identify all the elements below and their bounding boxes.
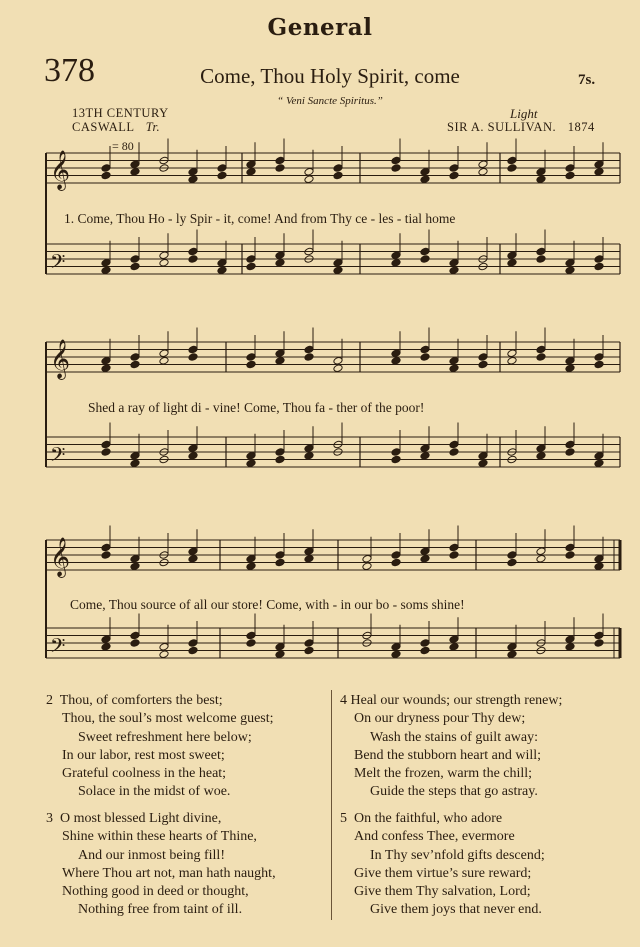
notehead — [449, 642, 459, 651]
notehead — [507, 356, 517, 365]
notehead — [159, 258, 169, 267]
notehead — [333, 364, 343, 373]
notehead — [188, 646, 198, 655]
notehead — [304, 451, 314, 460]
verse-line: 5 On the faithful, who adore — [340, 811, 503, 826]
verse-line: Shine within these hearts of Thine, — [62, 829, 257, 845]
notehead — [391, 455, 401, 464]
verse-number: 4 — [340, 693, 347, 708]
notehead — [391, 356, 401, 365]
column-divider — [331, 690, 332, 920]
notehead — [246, 562, 256, 571]
notehead — [188, 175, 198, 184]
notehead — [188, 353, 198, 362]
notehead — [449, 364, 459, 373]
notehead — [594, 639, 604, 648]
notehead — [536, 255, 546, 264]
notehead — [594, 262, 604, 271]
bass-clef-icon: 𝄢 — [50, 634, 66, 662]
notehead — [246, 360, 256, 369]
treble-clef-icon: 𝄞 — [50, 339, 71, 379]
notehead — [507, 650, 517, 659]
notehead — [536, 175, 546, 184]
notehead — [188, 255, 198, 264]
notehead — [217, 171, 227, 180]
notehead — [333, 171, 343, 180]
notehead — [565, 642, 575, 651]
notehead — [275, 455, 285, 464]
hymn-number: 378 — [44, 52, 95, 89]
notehead — [304, 353, 314, 362]
translator-name: CASWALL — [72, 120, 135, 134]
notehead — [188, 554, 198, 563]
verse-number: 3 — [46, 811, 53, 826]
notehead — [391, 558, 401, 567]
verse-line: Give them joys that never end. — [370, 902, 542, 918]
notehead — [565, 364, 575, 373]
lyric-line-3: Come, Thou source of all our store! Come, with - in our bo - soms shine! — [70, 597, 465, 612]
verse-line: Give them virtue’s sure reward; — [354, 865, 532, 881]
notehead — [449, 266, 459, 275]
verse-line: Sweet refreshment here below; — [78, 729, 252, 745]
verse-number: 5 — [340, 811, 347, 826]
notehead — [565, 551, 575, 560]
notehead — [594, 167, 604, 176]
notehead — [594, 459, 604, 468]
notehead — [478, 167, 488, 176]
notehead — [420, 554, 430, 563]
notehead — [391, 258, 401, 267]
notehead — [507, 558, 517, 567]
verse-line: Grateful coolness in the heat; — [62, 766, 227, 782]
notehead — [536, 353, 546, 362]
composer-year: 1874 — [567, 120, 595, 134]
lyric-line-2: Shed a ray of light di - vine! Come, Thou fa - ther of the poor! — [88, 400, 425, 415]
notehead — [101, 266, 111, 275]
verse-line: Guide the steps that go astray. — [370, 784, 538, 800]
verse-line: Bend the stubborn heart and will; — [354, 747, 542, 763]
notehead — [420, 646, 430, 655]
notehead — [159, 356, 169, 365]
notehead — [275, 650, 285, 659]
verse-2 — [46, 692, 326, 802]
notehead — [478, 459, 488, 468]
bass-clef-icon: 𝄢 — [50, 443, 66, 471]
notehead — [275, 258, 285, 267]
notehead — [507, 164, 517, 173]
tempo-word: Light — [510, 106, 538, 121]
notehead — [536, 451, 546, 460]
notehead — [362, 562, 372, 571]
notehead — [275, 164, 285, 173]
verse-line: Solace in the midst of woe. — [78, 784, 231, 800]
latin-title: “ Veni Sancte Spiritus.” — [277, 95, 383, 107]
notehead — [275, 558, 285, 567]
text-credit-century: 13TH CENTURY — [72, 106, 169, 120]
notehead — [420, 353, 430, 362]
bass-clef-icon: 𝄢 — [50, 250, 66, 278]
verse-line: And confess Thee, evermore — [354, 829, 515, 845]
verse-4 — [340, 692, 630, 802]
verse-line: Give them Thy salvation, Lord; — [354, 884, 531, 900]
hymn-meter: 7s. — [578, 72, 596, 88]
notehead — [478, 360, 488, 369]
verse-line: Nothing good in deed or thought, — [62, 884, 249, 900]
treble-clef-icon: 𝄞 — [50, 537, 71, 577]
notehead — [536, 554, 546, 563]
notehead — [420, 175, 430, 184]
notehead — [217, 266, 227, 275]
verse-line: In our labor, rest most sweet; — [62, 747, 225, 763]
notehead — [101, 551, 111, 560]
notehead — [304, 554, 314, 563]
verse-line: Wash the stains of guilt away: — [370, 729, 539, 745]
verse-3 — [46, 810, 331, 920]
notehead — [594, 360, 604, 369]
notehead — [101, 171, 111, 180]
notehead — [130, 562, 140, 571]
notehead — [101, 448, 111, 457]
notehead — [159, 650, 169, 659]
notehead — [130, 167, 140, 176]
tempo-marking: = 80 — [112, 139, 134, 153]
notehead — [507, 258, 517, 267]
notehead — [333, 266, 343, 275]
verse-5 — [340, 810, 630, 920]
verse-line: In Thy sev’nfold gifts descend; — [370, 847, 545, 863]
notehead — [130, 639, 140, 648]
notehead — [304, 646, 314, 655]
notehead — [130, 360, 140, 369]
verse-line: Nothing free from taint of ill. — [78, 902, 243, 918]
notehead — [565, 448, 575, 457]
verse-line: 2 Thou, of comforters the best; — [46, 693, 223, 708]
notehead — [449, 448, 459, 457]
notehead — [449, 171, 459, 180]
verse-line: On our dryness pour Thy dew; — [354, 711, 526, 727]
treble-clef-icon: 𝄞 — [50, 150, 71, 190]
notehead — [565, 171, 575, 180]
notehead — [565, 266, 575, 275]
verse-number: 2 — [46, 693, 53, 708]
notehead — [101, 364, 111, 373]
notehead — [101, 642, 111, 651]
notehead — [449, 551, 459, 560]
notehead — [130, 262, 140, 271]
notehead — [246, 639, 256, 648]
verse-line: 4 Heal our wounds; our strength renew; — [340, 693, 563, 708]
verse-line: Thou, the soul’s most welcome guest; — [62, 711, 274, 727]
notehead — [246, 262, 256, 271]
hymn-title: Come, Thou Holy Spirit, come — [200, 64, 460, 88]
notehead — [130, 459, 140, 468]
notehead — [594, 562, 604, 571]
page-heading: General — [267, 14, 373, 41]
verse-line: Melt the frozen, warm the chill; — [354, 766, 533, 782]
notehead — [246, 167, 256, 176]
notehead — [304, 175, 314, 184]
translator-abbrev: Tr. — [145, 120, 161, 134]
notehead — [420, 255, 430, 264]
notehead — [391, 164, 401, 173]
verse-line: 3 O most blessed Light divine, — [46, 811, 222, 826]
notehead — [391, 650, 401, 659]
notehead — [246, 459, 256, 468]
notehead — [420, 451, 430, 460]
verse-line: Where Thou art not, man hath naught, — [62, 865, 276, 881]
lyric-line-1: 1. Come, Thou Ho - ly Spir - it, come! And from Thy ce - les - tial home — [64, 211, 456, 226]
notehead — [188, 451, 198, 460]
composer-name: SIR A. SULLIVAN. — [447, 120, 557, 134]
verse-line: And our inmost being fill! — [78, 847, 225, 863]
notehead — [275, 356, 285, 365]
